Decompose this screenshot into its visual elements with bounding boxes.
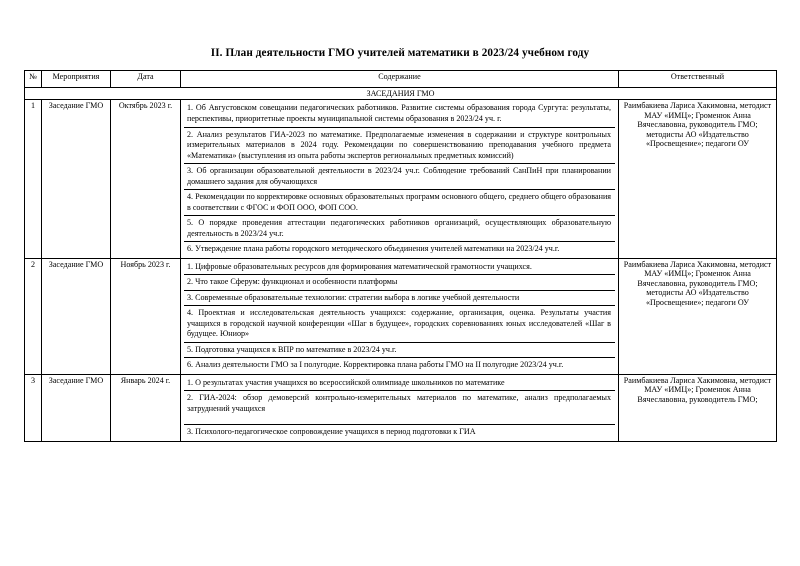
content-item bbox=[184, 101, 615, 127]
column-header-event: Мероприятия bbox=[42, 71, 111, 88]
content-item bbox=[184, 260, 615, 275]
content-item-list bbox=[184, 260, 615, 373]
content-item-text: 2. Что такое Сферум: функционал и особенности платформы bbox=[184, 275, 615, 291]
content-item bbox=[184, 376, 615, 391]
content-item-text: 1. О результатах участия учащихся во всероссийской олимпиаде школьников по математике bbox=[184, 376, 615, 391]
content-item-text: 2. ГИА-2024: обзор демоверсий контрольно-измерительных материалов по математике, анализ предполагаемых затруднений учащихся bbox=[184, 391, 615, 425]
table-row bbox=[25, 374, 777, 441]
row-number: 2 bbox=[25, 258, 42, 374]
row-responsible: Раимбакиева Лариса Хакимовна, методист МАУ «ИМЦ»; Громенюк Анна Вячеславовна, руководитель ГМО; bbox=[619, 374, 777, 441]
content-item-text: 3. Психолого-педагогическое сопровождение учащихся в период подготовки к ГИА bbox=[187, 427, 476, 437]
table-row bbox=[25, 100, 777, 258]
page-title: II. План деятельности ГМО учителей математики в 2023/24 учебном году bbox=[210, 47, 590, 59]
content-item bbox=[184, 275, 615, 291]
table-header-row bbox=[25, 71, 777, 88]
section-title: ЗАСЕДАНИЯ ГМО bbox=[25, 88, 777, 100]
content-item-text: 4. Рекомендации по корректировке основных образовательных программ основного общего, среднего общего образования в соответствии с ФГОС и ФОП ООО, ФОП СОО. bbox=[184, 190, 615, 216]
column-header-num: № bbox=[25, 71, 42, 88]
row-date: Октябрь 2023 г. bbox=[111, 100, 181, 258]
row-responsible: Раимбакиева Лариса Хакимовна, методист МАУ «ИМЦ»; Громенюк Анна Вячеславовна, руководитель ГМО; методисты АО «Издательство «Просвещение»; педагоги ОУ bbox=[619, 100, 777, 258]
column-header-responsible: Ответственный bbox=[619, 71, 777, 88]
row-responsible: Раимбакиева Лариса Хакимовна, методист МАУ «ИМЦ»; Громенюк Анна Вячеславовна, руководитель ГМО; методисты АО «Издательство «Просвещение»; педагоги ОУ bbox=[619, 258, 777, 374]
section-header-row bbox=[25, 88, 777, 100]
content-item-text: 3. Современные образовательные технологии: стратегии выбора в логике учебной деятельности bbox=[184, 290, 615, 306]
content-item-text: 5. О порядке проведения аттестации педагогических работников организаций, осуществляющих образовательную деятельность в 2023/24 уч.г. bbox=[184, 216, 615, 242]
content-item bbox=[184, 127, 615, 164]
content-item-list bbox=[184, 101, 615, 256]
content-item-text: 4. Проектная и исследовательская деятельность учащихся: содержание, организация, оценка. Результаты участия учащихся в городской научной конференции «Шаг в будущее», городских соревнованиях юных исследователей «Шаг в будущее. Юниор» bbox=[184, 306, 615, 343]
content-item bbox=[184, 391, 615, 425]
content-item bbox=[184, 242, 615, 257]
content-item-text: 6. Анализ деятельности ГМО за I полугодие. Корректировка плана работы ГМО на II полугодие 2023/24 уч.г. bbox=[187, 360, 564, 370]
content-item-text: 2. Анализ результатов ГИА-2023 по математике. Предполагаемые изменения в содержании и структуре контрольных измерительных материалов в 2024 году. Рекомендации по совершенствованию преподавания учебного предмета «Математика» (выступления из опыта работы экспертов региональных предметных комиссий) bbox=[184, 127, 615, 164]
content-item bbox=[184, 290, 615, 306]
row-number: 3 bbox=[25, 374, 42, 441]
content-item bbox=[184, 358, 615, 373]
content-item-text: 5. Подготовка учащихся к ВПР по математике в 2023/24 уч.г. bbox=[184, 342, 615, 358]
row-content bbox=[181, 100, 619, 258]
row-content bbox=[181, 374, 619, 441]
column-header-date: Дата bbox=[111, 71, 181, 88]
content-item-text: 3. Об организации образовательной деятельности в 2023/24 уч.г. Соблюдение требований СанПиН при планировании домашнего задания для обучающихся bbox=[184, 164, 615, 190]
row-content bbox=[181, 258, 619, 374]
content-item bbox=[184, 342, 615, 358]
content-item bbox=[184, 164, 615, 190]
content-item-text: 1. Об Августовском совещании педагогических работников. Развитие системы образования города Сургута: результаты, перспективы, приоритетные проекты муниципальной системы образования в 2023/24 уч. г. bbox=[184, 101, 615, 127]
row-number: 1 bbox=[25, 100, 42, 258]
row-date: Ноябрь 2023 г. bbox=[111, 258, 181, 374]
content-item bbox=[184, 425, 615, 440]
table-header bbox=[25, 71, 777, 88]
row-event: Заседание ГМО bbox=[42, 258, 111, 374]
content-item bbox=[184, 306, 615, 343]
row-event: Заседание ГМО bbox=[42, 374, 111, 441]
content-item-list bbox=[184, 376, 615, 440]
table-row bbox=[25, 258, 777, 374]
content-item bbox=[184, 216, 615, 242]
table-body bbox=[25, 88, 777, 442]
activity-plan-table bbox=[24, 70, 777, 442]
column-header-content: Содержание bbox=[181, 71, 619, 88]
row-event: Заседание ГМО bbox=[42, 100, 111, 258]
content-item bbox=[184, 190, 615, 216]
row-date: Январь 2024 г. bbox=[111, 374, 181, 441]
content-item-text: 1. Цифровые образовательных ресурсов для формирования математической грамотности учащихся. bbox=[184, 260, 615, 275]
content-item-text: 6. Утверждение плана работы городского методического объединения учителей математики на 2023/24 уч.г. bbox=[187, 244, 560, 254]
